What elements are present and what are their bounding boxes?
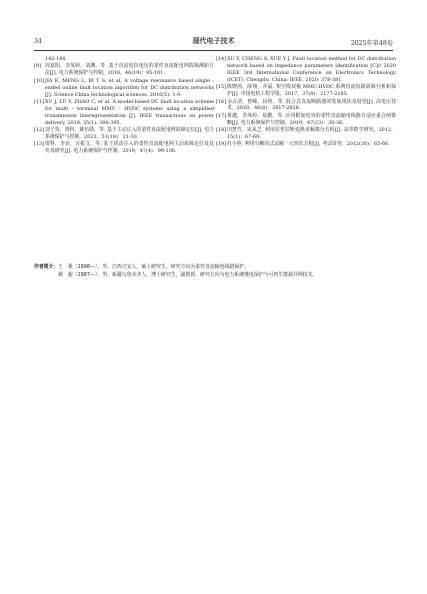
references-left-column [34,56,214,156]
reference-item [34,63,214,77]
reference-item [34,56,214,63]
reference-number: [16] [216,98,227,105]
reference-item [34,78,214,99]
reference-number: [12] [34,127,45,134]
author-bio [34,264,393,279]
reference-item [34,127,214,141]
author-bio-entry [34,264,393,272]
author-bio-entry [34,272,393,280]
reference-number: [10] [34,77,45,84]
author-description: ，男，江西吉安人，硕士研究生，研究方向为柔性直流输电线路保护。 [97,264,249,270]
reference-text: 黄越，李凤婷，易鹏，等. 应用附加电容的柔性直流输电线路自适应重合闸策略[J]. 电力系统保护与控制，2019，47(23)：30-36. [227,112,396,126]
header-rule [34,50,393,51]
reference-item [216,141,396,148]
reference-text: 田慧竹，宋从芝. 利用拉普拉斯变换求解微分方程[J]. 高等数学研究，2012，15(1)：67-69. [227,127,396,141]
reference-item [216,56,396,84]
reference-number: [9] [34,63,41,70]
journal-title: 现代电子技术 [192,37,235,45]
reference-number: [15] [216,84,227,91]
reference-number: [11] [34,98,45,105]
author-bio-label: 作者简介： [34,264,59,270]
reference-item [216,99,396,113]
reference-text: 陈晓茜，薛翔，齐磊. 架空线双极 MMC-HVDC 系统直流短路故障分析和保护[J]. 中国电机工程学报，2017，37(8)：2177-2185. [227,84,396,98]
reference-text: XU Y, CHENG S, XUE Y J. Fault location method for DC distribution network based on impedance parameters identification [C]// 2020 IEEE 3rd International Conference on Electronics Technology (ICET). Chengdu, China: IEEE, 2020: 378-381. [227,56,396,83]
reference-number: [17] [216,112,227,119]
reference-item [216,113,396,127]
author-name: 郝 超（1987—） [58,271,98,278]
running-header [34,36,393,48]
page-number: 34 [34,38,42,45]
reference-number: [13] [34,141,45,148]
issue-label: 2025年第48卷 [350,40,393,47]
reference-number: [18] [216,127,227,134]
reference-number: [19] [216,141,227,148]
reference-item [216,127,396,141]
reference-text: 余占清，曾嵘，屈鲁，等. 混合式直流断路器的发展现状及展望[J]. 高电压技术，2020，46(8)：2617-2626. [227,98,396,112]
reference-text: XU J, LÜ Y, ZHAO C, et al. A model-based DC fault location scheme for multi - terminal MMC - HVDC systems using a simplified transmission lineregresentation [J]. IEEE transactions on power delivery, 2019, 35(1): 386-395. [45,98,214,126]
reference-number: [14] [216,56,227,62]
reference-item [34,141,214,155]
reference-text: JIA K, MENG L, BI T S, et al. A voltage resonance based single - ended online fault location algorithm for DC distribution networks [J]. Science China technological sciences, 2016(5): 1-9. [45,77,214,98]
reference-text: 142-148. [45,56,67,62]
author-name: 王 强（1998—） [58,264,98,270]
reference-text: 刘子英，贾科，姚伍勋，等. 基于主动注入的柔性直流配电网故障定位[J]. 电力系统保护与控制，2023，51(18)：21-30. [45,127,214,141]
reference-text: 杜小艳. 利用分解因式法解一元四次方程[J]. 考试周刊，2012(20)：65-66. [227,141,390,148]
references-right-column [216,56,396,149]
reference-text: 周嘉阳，李凤婷，刘渊，等. 基于直流电抗电压的柔性直流配电网故障测距方法[J]. 电力系统保护与控制，2018，46(19)：95-101. [45,63,214,77]
reference-item [216,84,396,98]
reference-text: 贾科，李论，宣振文，等. 基于扰动注入的柔性直流配电网主动故障定位及其仿真研究[J]. 电力系统保护与控制，2019，47(4)：99-106. [45,141,214,155]
author-description: ，男，新疆乌鲁木齐人，博士研究生，副教授，研究方向为电力系统继电保护与可再生能源并网技术。 [97,271,318,278]
reference-item [34,99,214,127]
